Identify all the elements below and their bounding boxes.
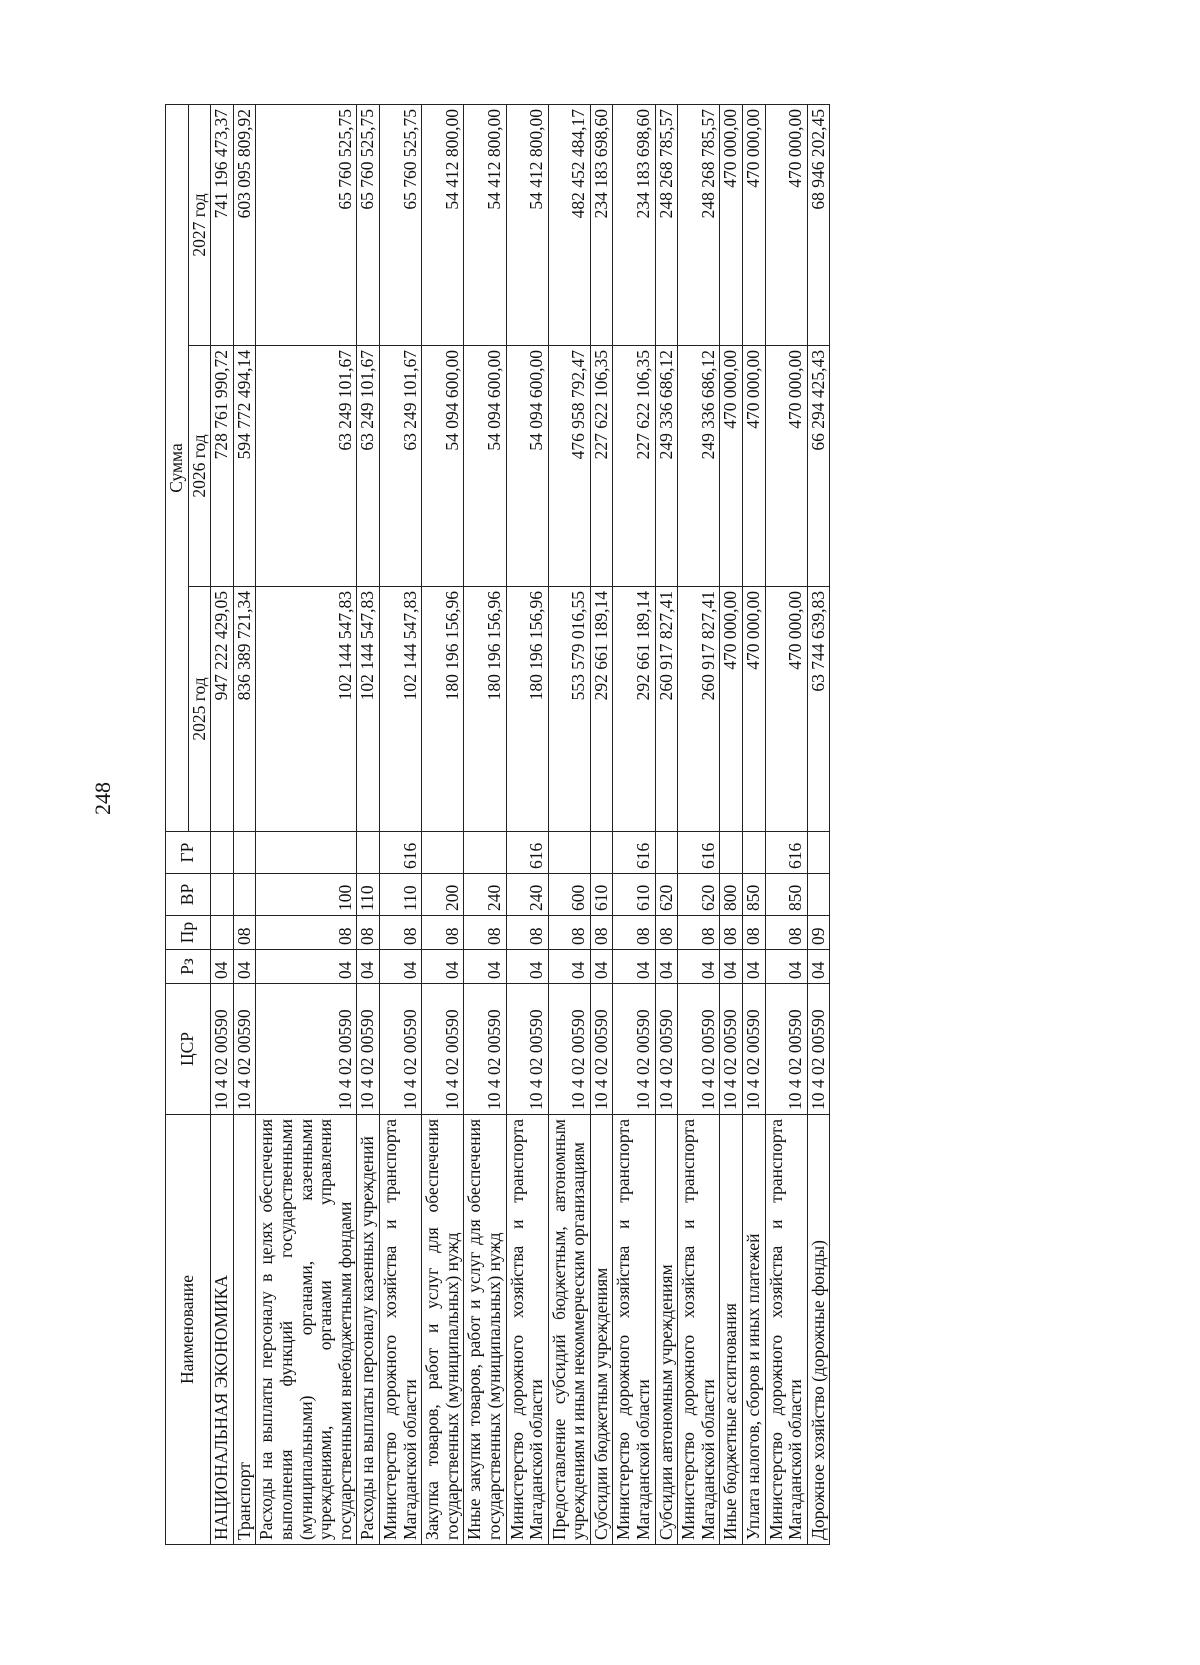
- table-row: [379, 104, 421, 1544]
- row-vr-code: 200: [422, 874, 464, 916]
- header-year-2025: 2025 год: [188, 587, 211, 832]
- row-amount-2027: 65 760 525,75: [379, 104, 421, 345]
- row-amount-2027: 470 000,00: [720, 104, 743, 345]
- row-gr-code: [464, 832, 506, 874]
- row-amount-2026: 728 761 990,72: [211, 346, 234, 587]
- table-row: [357, 104, 380, 1544]
- row-amount-2027: 470 000,00: [765, 104, 807, 345]
- row-name: Субсидии автономным учреждениям: [655, 1115, 678, 1545]
- row-rz-code: 04: [678, 950, 720, 984]
- row-name: Расходы на выплаты персоналу в целях обеспечения выполнения функций государственными (муниципальными) органами, казенными учреждениями, органами управления государственными внебюджетными фондами: [256, 1115, 357, 1545]
- table-header: [166, 104, 211, 1544]
- page-number: 248: [90, 782, 115, 815]
- row-amount-2025: 102 144 547,83: [256, 587, 357, 832]
- row-amount-2026: 54 094 600,00: [464, 346, 506, 587]
- row-gr-code: [422, 832, 464, 874]
- table-row: [422, 104, 464, 1544]
- row-amount-2025: 260 917 827,41: [655, 587, 678, 832]
- row-gr-code: [233, 832, 256, 874]
- row-gr-code: [256, 832, 357, 874]
- header-name: Наименование: [166, 1115, 211, 1545]
- row-amount-2027: 65 760 525,75: [357, 104, 380, 345]
- row-vr-code: 610: [613, 874, 655, 916]
- row-pr-code: 08: [548, 916, 590, 950]
- row-vr-code: 850: [743, 874, 766, 916]
- row-rz-code: 04: [765, 950, 807, 984]
- row-amount-2025: 947 222 429,05: [211, 587, 234, 832]
- row-rz-code: 04: [548, 950, 590, 984]
- row-amount-2025: 180 196 156,96: [464, 587, 506, 832]
- row-csr-code: 10 4 02 00590: [655, 984, 678, 1115]
- row-pr-code: 08: [256, 916, 357, 950]
- table-row: [256, 104, 357, 1544]
- table-row: [765, 104, 807, 1544]
- row-amount-2026: 249 336 686,12: [655, 346, 678, 587]
- header-pr: Пр: [166, 916, 211, 950]
- row-rz-code: 04: [720, 950, 743, 984]
- row-vr-code: 240: [464, 874, 506, 916]
- row-gr-code: [807, 832, 830, 874]
- row-csr-code: 10 4 02 00590: [422, 984, 464, 1115]
- row-name: Дорожное хозяйство (дорожные фонды): [807, 1115, 830, 1545]
- table-row: [655, 104, 678, 1544]
- row-vr-code: 110: [379, 874, 421, 916]
- header-year-2026: 2026 год: [188, 346, 211, 587]
- row-amount-2025: 470 000,00: [743, 587, 766, 832]
- row-vr-code: 850: [765, 874, 807, 916]
- row-gr-code: [548, 832, 590, 874]
- row-name: Иные закупки товаров, работ и услуг для обеспечения государственных (муниципальных) нужд: [464, 1115, 506, 1545]
- row-name: Министерство дорожного хозяйства и транспорта Магаданской области: [506, 1115, 548, 1545]
- row-gr-code: 616: [765, 832, 807, 874]
- row-pr-code: 08: [613, 916, 655, 950]
- row-amount-2026: 470 000,00: [743, 346, 766, 587]
- table-row: [211, 104, 234, 1544]
- row-vr-code: 620: [655, 874, 678, 916]
- row-amount-2026: 66 294 425,43: [807, 346, 830, 587]
- row-csr-code: 10 4 02 00590: [211, 984, 234, 1115]
- row-name: Министерство дорожного хозяйства и транспорта Магаданской области: [379, 1115, 421, 1545]
- header-vr: ВР: [166, 874, 211, 916]
- row-pr-code: 08: [233, 916, 256, 950]
- row-amount-2025: 836 389 721,34: [233, 587, 256, 832]
- row-csr-code: 10 4 02 00590: [357, 984, 380, 1115]
- row-amount-2025: 292 661 189,14: [590, 587, 613, 832]
- row-name: Расходы на выплаты персоналу казенных учреждений: [357, 1115, 380, 1545]
- row-gr-code: [590, 832, 613, 874]
- row-rz-code: 04: [233, 950, 256, 984]
- row-name: Уплата налогов, сборов и иных платежей: [743, 1115, 766, 1545]
- row-pr-code: 08: [765, 916, 807, 950]
- row-amount-2026: 470 000,00: [765, 346, 807, 587]
- row-rz-code: 04: [422, 950, 464, 984]
- row-rz-code: 04: [211, 950, 234, 984]
- row-gr-code: 616: [678, 832, 720, 874]
- row-gr-code: [720, 832, 743, 874]
- row-amount-2027: 65 760 525,75: [256, 104, 357, 345]
- row-rz-code: 04: [807, 950, 830, 984]
- row-amount-2026: 54 094 600,00: [422, 346, 464, 587]
- row-rz-code: 04: [506, 950, 548, 984]
- row-vr-code: [211, 874, 234, 916]
- row-amount-2025: 180 196 156,96: [422, 587, 464, 832]
- row-gr-code: [357, 832, 380, 874]
- row-pr-code: 08: [655, 916, 678, 950]
- row-vr-code: 600: [548, 874, 590, 916]
- table-row: [678, 104, 720, 1544]
- row-pr-code: [211, 916, 234, 950]
- row-rz-code: 04: [357, 950, 380, 984]
- row-amount-2027: 470 000,00: [743, 104, 766, 345]
- row-rz-code: 04: [655, 950, 678, 984]
- row-amount-2027: 54 412 800,00: [506, 104, 548, 345]
- row-rz-code: 04: [464, 950, 506, 984]
- row-amount-2027: 248 268 785,57: [678, 104, 720, 345]
- row-amount-2026: 227 622 106,35: [590, 346, 613, 587]
- row-rz-code: 04: [613, 950, 655, 984]
- table-row: [807, 104, 830, 1544]
- row-pr-code: 08: [379, 916, 421, 950]
- row-csr-code: 10 4 02 00590: [233, 984, 256, 1115]
- row-gr-code: [211, 832, 234, 874]
- row-amount-2027: 741 196 473,37: [211, 104, 234, 345]
- row-csr-code: 10 4 02 00590: [720, 984, 743, 1115]
- row-gr-code: [743, 832, 766, 874]
- row-amount-2026: 63 249 101,67: [379, 346, 421, 587]
- row-amount-2027: 248 268 785,57: [655, 104, 678, 345]
- row-vr-code: 800: [720, 874, 743, 916]
- row-csr-code: 10 4 02 00590: [807, 984, 830, 1115]
- row-pr-code: 08: [506, 916, 548, 950]
- budget-table: [165, 104, 830, 1545]
- row-amount-2027: 68 946 202,45: [807, 104, 830, 345]
- row-pr-code: 08: [720, 916, 743, 950]
- row-gr-code: 616: [506, 832, 548, 874]
- row-amount-2025: 260 917 827,41: [678, 587, 720, 832]
- row-pr-code: 08: [422, 916, 464, 950]
- row-name: Министерство дорожного хозяйства и транспорта Магаданской области: [613, 1115, 655, 1545]
- row-amount-2025: 470 000,00: [765, 587, 807, 832]
- table-row: [233, 104, 256, 1544]
- row-name: Министерство дорожного хозяйства и транспорта Магаданской области: [765, 1115, 807, 1545]
- table-row: [464, 104, 506, 1544]
- row-amount-2025: 102 144 547,83: [357, 587, 380, 832]
- row-rz-code: 04: [256, 950, 357, 984]
- row-amount-2026: 470 000,00: [720, 346, 743, 587]
- row-amount-2025: 470 000,00: [720, 587, 743, 832]
- row-amount-2025: 292 661 189,14: [613, 587, 655, 832]
- row-amount-2027: 603 095 809,92: [233, 104, 256, 345]
- row-vr-code: 100: [256, 874, 357, 916]
- row-pr-code: 08: [464, 916, 506, 950]
- row-vr-code: [807, 874, 830, 916]
- row-amount-2026: 249 336 686,12: [678, 346, 720, 587]
- row-amount-2027: 482 452 484,17: [548, 104, 590, 345]
- row-gr-code: 616: [379, 832, 421, 874]
- row-vr-code: [233, 874, 256, 916]
- row-name: НАЦИОНАЛЬНАЯ ЭКОНОМИКА: [211, 1115, 234, 1545]
- row-name: Иные бюджетные ассигнования: [720, 1115, 743, 1545]
- table-body: [211, 104, 830, 1544]
- row-csr-code: 10 4 02 00590: [765, 984, 807, 1115]
- row-gr-code: [655, 832, 678, 874]
- row-amount-2026: 227 622 106,35: [613, 346, 655, 587]
- row-vr-code: 110: [357, 874, 380, 916]
- row-csr-code: 10 4 02 00590: [548, 984, 590, 1115]
- table-row: [506, 104, 548, 1544]
- row-amount-2026: 63 249 101,67: [357, 346, 380, 587]
- row-name: Министерство дорожного хозяйства и транспорта Магаданской области: [678, 1115, 720, 1545]
- table-row: [720, 104, 743, 1544]
- row-amount-2025: 553 579 016,55: [548, 587, 590, 832]
- row-csr-code: 10 4 02 00590: [743, 984, 766, 1115]
- row-csr-code: 10 4 02 00590: [256, 984, 357, 1115]
- row-csr-code: 10 4 02 00590: [590, 984, 613, 1115]
- row-vr-code: 620: [678, 874, 720, 916]
- header-sum: Сумма: [166, 104, 189, 831]
- row-name: Предоставление субсидий бюджетным, автономным учреждениям и иным некоммерческим организациям: [548, 1115, 590, 1545]
- row-name: Закупка товаров, работ и услуг для обеспечения государственных (муниципальных) нужд: [422, 1115, 464, 1545]
- row-gr-code: 616: [613, 832, 655, 874]
- row-amount-2027: 234 183 698,60: [590, 104, 613, 345]
- row-rz-code: 04: [743, 950, 766, 984]
- row-csr-code: 10 4 02 00590: [506, 984, 548, 1115]
- rotated-page-content: [165, 105, 1010, 1545]
- row-amount-2026: 63 249 101,67: [256, 346, 357, 587]
- row-rz-code: 04: [590, 950, 613, 984]
- row-csr-code: 10 4 02 00590: [464, 984, 506, 1115]
- row-amount-2027: 234 183 698,60: [613, 104, 655, 345]
- header-rz: Рз: [166, 950, 211, 984]
- row-amount-2026: 54 094 600,00: [506, 346, 548, 587]
- row-amount-2027: 54 412 800,00: [464, 104, 506, 345]
- row-csr-code: 10 4 02 00590: [613, 984, 655, 1115]
- row-pr-code: 08: [678, 916, 720, 950]
- table-row: [590, 104, 613, 1544]
- row-pr-code: 08: [743, 916, 766, 950]
- table-row: [613, 104, 655, 1544]
- row-name: Субсидии бюджетным учреждениям: [590, 1115, 613, 1545]
- row-amount-2027: 54 412 800,00: [422, 104, 464, 345]
- row-vr-code: 610: [590, 874, 613, 916]
- row-csr-code: 10 4 02 00590: [379, 984, 421, 1115]
- row-amount-2025: 180 196 156,96: [506, 587, 548, 832]
- table-row: [548, 104, 590, 1544]
- row-csr-code: 10 4 02 00590: [678, 984, 720, 1115]
- row-amount-2025: 63 744 639,83: [807, 587, 830, 832]
- header-csr: ЦСР: [166, 984, 211, 1115]
- header-gr: ГР: [166, 832, 211, 874]
- row-name: Транспорт: [233, 1115, 256, 1545]
- row-amount-2026: 476 958 792,47: [548, 346, 590, 587]
- row-pr-code: 09: [807, 916, 830, 950]
- row-amount-2026: 594 772 494,14: [233, 346, 256, 587]
- row-pr-code: 08: [357, 916, 380, 950]
- table-row: [743, 104, 766, 1544]
- row-vr-code: 240: [506, 874, 548, 916]
- row-amount-2025: 102 144 547,83: [379, 587, 421, 832]
- header-year-2027: 2027 год: [188, 104, 211, 345]
- row-pr-code: 08: [590, 916, 613, 950]
- row-rz-code: 04: [379, 950, 421, 984]
